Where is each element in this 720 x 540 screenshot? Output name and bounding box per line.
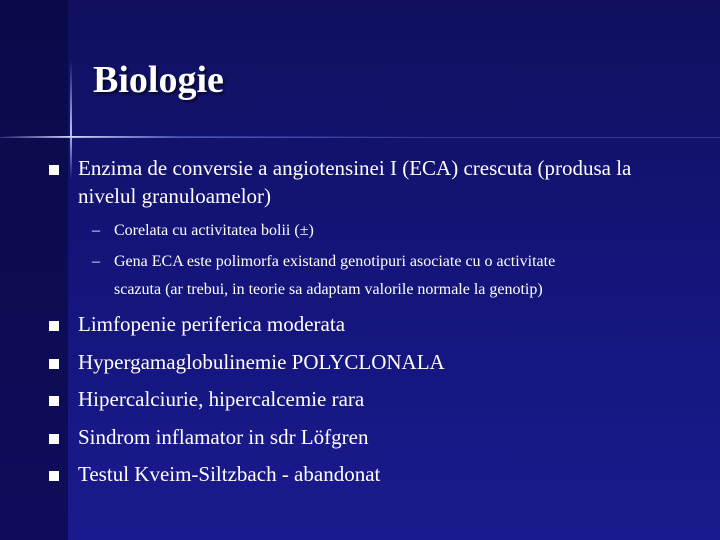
sub-item-gene: Gena ECA este polimorfa existand genotipuri asociate cu o activitate bbox=[114, 253, 556, 270]
horizontal-divider bbox=[0, 137, 720, 138]
bullet-item-ace-continued: nivelul granuloamelor) bbox=[78, 184, 272, 208]
bullet-item-kveim: Testul Kveim-Siltzbach - abandonat bbox=[78, 462, 381, 486]
slide-title: Biologie bbox=[93, 59, 224, 101]
bullet-item-ace: Enzima de conversie a angiotensinei I (ECA) crescuta (produsa la bbox=[78, 156, 632, 180]
square-bullet-icon bbox=[48, 358, 60, 370]
bullet-item-hypergammaglobulinemia: Hypergamaglobulinemie POLYCLONALA bbox=[78, 350, 445, 374]
square-bullet-icon bbox=[48, 164, 60, 176]
square-bullet-icon bbox=[48, 433, 60, 445]
square-bullet-icon bbox=[48, 320, 60, 332]
vertical-light-accent bbox=[70, 60, 72, 180]
dash-bullet-icon: – bbox=[92, 222, 100, 239]
bullet-item-lymphopenia: Limfopenie periferica moderata bbox=[78, 312, 346, 336]
sub-item-correlation: Corelata cu activitatea bolii (±) bbox=[114, 222, 314, 239]
square-bullet-icon bbox=[48, 470, 60, 482]
left-decorative-band bbox=[0, 0, 68, 540]
sub-item-gene-continued: scazuta (ar trebui, in teorie sa adaptam valorile normale la genotip) bbox=[114, 281, 543, 298]
bullet-item-hypercalciuria: Hipercalciurie, hipercalcemie rara bbox=[78, 387, 365, 411]
square-bullet-icon bbox=[48, 395, 60, 407]
bullet-item-lofgren: Sindrom inflamator in sdr Löfgren bbox=[78, 425, 369, 449]
dash-bullet-icon: – bbox=[92, 253, 100, 270]
